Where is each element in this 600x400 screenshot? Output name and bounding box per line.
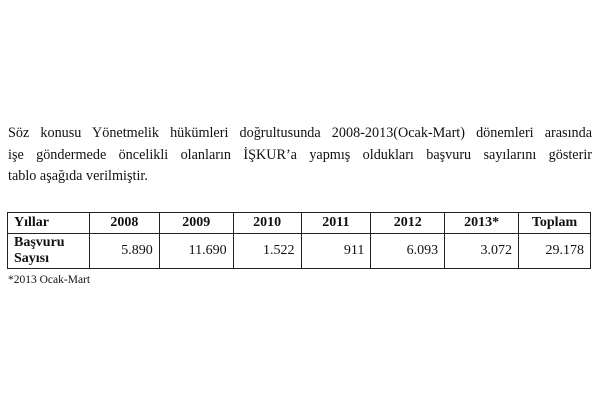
paragraph-line-2: işe göndermede öncelikli olanların İŞKUR’a yapmış oldukları başvuru sayılarını gösterir: [8, 146, 592, 163]
row-label-line-2: Sayısı: [14, 251, 50, 266]
row-label-line-1: Başvuru: [14, 235, 65, 250]
cell-2009: 11.690: [159, 234, 233, 269]
cell-2008: 5.890: [89, 234, 159, 269]
header-2010: 2010: [233, 213, 301, 234]
header-2008: 2008: [89, 213, 159, 234]
table-header-row: [8, 213, 591, 234]
cell-total: 29.178: [519, 234, 591, 269]
header-2013: 2013*: [445, 213, 519, 234]
header-2011: 2011: [301, 213, 371, 234]
table-row: [8, 234, 591, 269]
cell-2010: 1.522: [233, 234, 301, 269]
cell-2012: 6.093: [371, 234, 445, 269]
header-2009: 2009: [159, 213, 233, 234]
cell-2011: 911: [301, 234, 371, 269]
header-2012: 2012: [371, 213, 445, 234]
paragraph-line-1: Söz konusu Yönetmelik hükümleri doğrultusunda 2008-2013(Ocak-Mart) dönemleri arasında: [8, 125, 592, 141]
application-count-table: [7, 212, 591, 269]
cell-2013: 3.072: [445, 234, 519, 269]
intro-paragraph: [8, 123, 592, 188]
row-label: [8, 234, 90, 269]
footnote: *2013 Ocak-Mart: [8, 274, 91, 286]
header-total: Toplam: [519, 213, 591, 234]
header-years: Yıllar: [8, 213, 90, 234]
paragraph-line-3: tablo aşağıda verilmiştir.: [8, 168, 148, 184]
